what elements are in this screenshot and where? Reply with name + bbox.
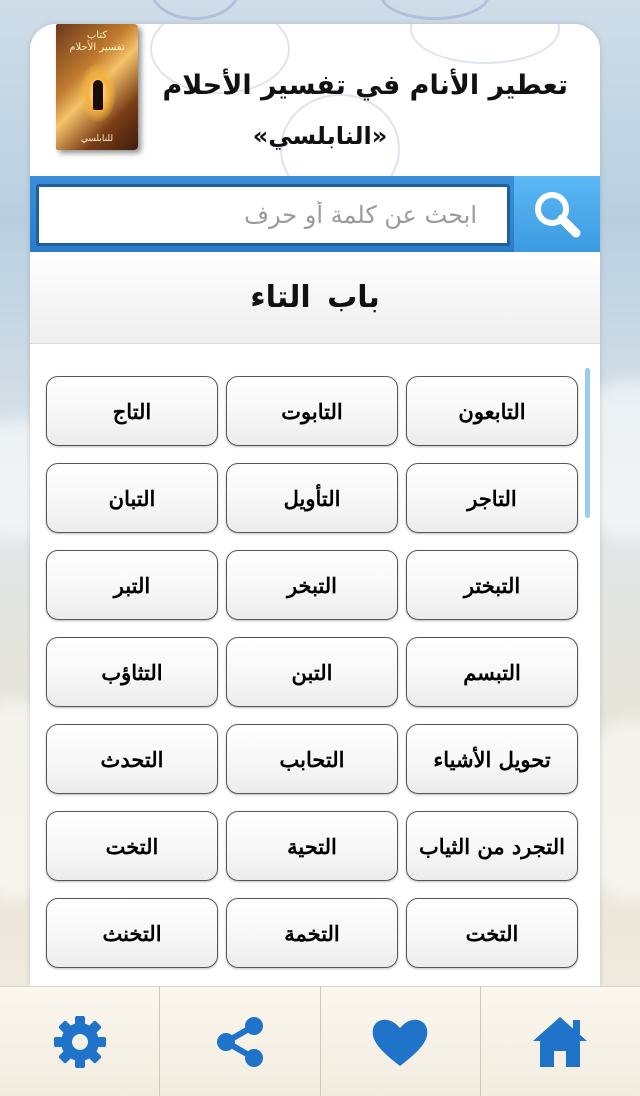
- word-button[interactable]: التخنث: [46, 898, 218, 968]
- word-button[interactable]: التبان: [46, 463, 218, 533]
- share-icon: [210, 1012, 270, 1072]
- favorites-button[interactable]: [321, 987, 481, 1096]
- background-ornament: [380, 0, 490, 20]
- background-ornament: [150, 0, 240, 20]
- book-cover-title-line1: كتاب: [86, 30, 108, 41]
- book-cover-image: [56, 24, 138, 150]
- scrollbar[interactable]: [585, 368, 590, 518]
- app-header: [30, 24, 600, 176]
- word-button[interactable]: التبن: [226, 637, 398, 707]
- word-button[interactable]: التاجر: [406, 463, 578, 533]
- word-button[interactable]: التحية: [226, 811, 398, 881]
- search-button[interactable]: [514, 176, 600, 252]
- word-button[interactable]: التبختر: [406, 550, 578, 620]
- section-title: باب التاء: [250, 280, 380, 315]
- word-button[interactable]: التخمة: [226, 898, 398, 968]
- word-button[interactable]: التابوت: [226, 376, 398, 446]
- word-button[interactable]: التثاؤب: [46, 637, 218, 707]
- share-button[interactable]: [160, 987, 320, 1096]
- word-button[interactable]: التحابب: [226, 724, 398, 794]
- header-ornament: [410, 24, 560, 64]
- word-button[interactable]: التجرد من الثياب: [406, 811, 578, 881]
- section-header: [30, 252, 600, 344]
- search-input[interactable]: [36, 184, 510, 246]
- book-cover-figure: [93, 80, 103, 110]
- search-bar: [30, 176, 600, 252]
- settings-button[interactable]: [0, 987, 160, 1096]
- app-title: تعطير الأنام في تفسير الأحلام: [162, 70, 568, 101]
- home-button[interactable]: [481, 987, 640, 1096]
- word-button[interactable]: التخت: [46, 811, 218, 881]
- word-grid: [38, 376, 578, 968]
- main-panel: [30, 24, 600, 986]
- word-button[interactable]: التأويل: [226, 463, 398, 533]
- word-button[interactable]: التبسم: [406, 637, 578, 707]
- bottom-nav: [0, 986, 640, 1096]
- word-button[interactable]: التحدث: [46, 724, 218, 794]
- word-button[interactable]: التبخر: [226, 550, 398, 620]
- book-cover-title-line2: تفسير الأحلام: [69, 42, 125, 53]
- word-button[interactable]: تحويل الأشياء: [406, 724, 578, 794]
- word-button[interactable]: التخت: [406, 898, 578, 968]
- gear-icon: [50, 1012, 110, 1072]
- book-cover-author: للنابلسي: [80, 134, 114, 144]
- search-icon: [530, 187, 584, 241]
- home-icon: [529, 1011, 591, 1073]
- book-cover-title: [60, 30, 134, 54]
- app-subtitle: «النابلسي»: [252, 122, 388, 150]
- word-button[interactable]: التبر: [46, 550, 218, 620]
- heart-icon: [369, 1012, 431, 1072]
- word-button[interactable]: التاج: [46, 376, 218, 446]
- word-button[interactable]: التابعون: [406, 376, 578, 446]
